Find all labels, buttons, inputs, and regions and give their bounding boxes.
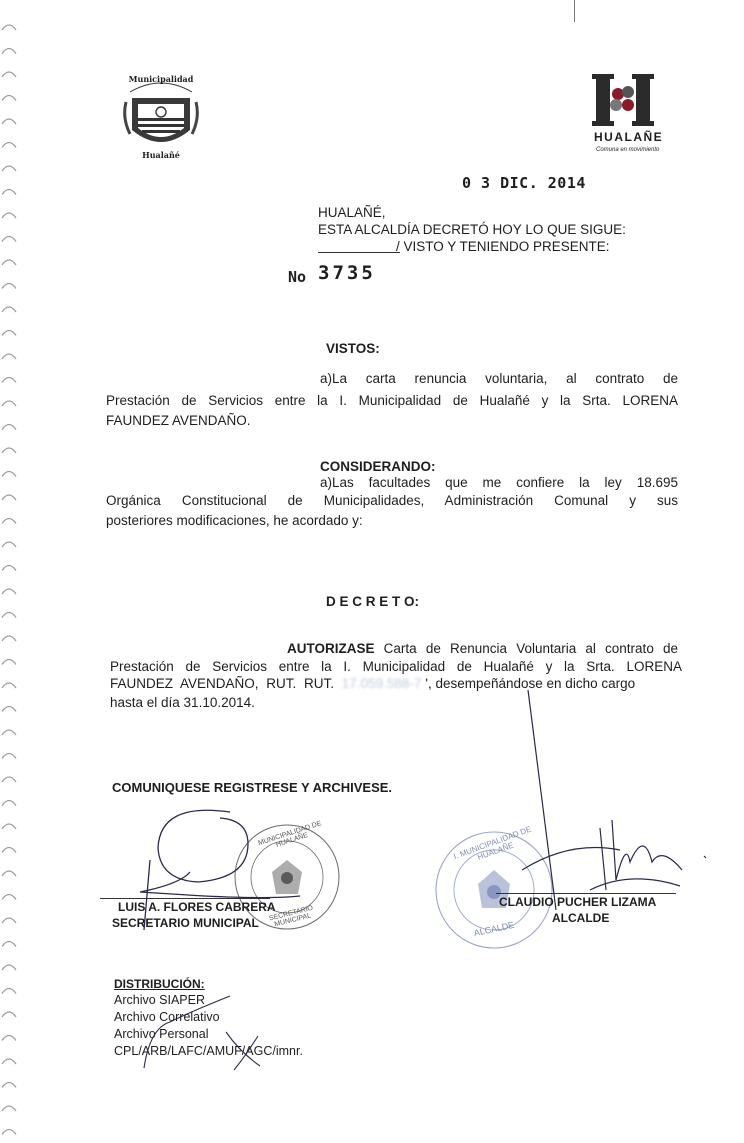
binder-ring [2,354,16,359]
vistos-line1: a)La carta renuncia voluntaria, al contrato de [320,371,678,386]
distribucion-item: CPL/ARB/LAFC/AMUF/AGC/imnr. [114,1044,303,1058]
hualane-logo [590,72,670,160]
binder-ring [2,260,16,265]
decreto-line2: Prestación de Servicios entre la I. Municipalidad de Hualañé y la Srta. LORENA [110,659,682,674]
binder-ring [2,895,16,900]
binder-ring [2,1059,16,1064]
vistos-title: VISTOS: [326,341,380,356]
binder-ring [2,824,16,829]
binder-ring [2,1106,16,1111]
decreto-line3-end: ', desempeñándose en dicho cargo [425,676,636,691]
binder-holes [0,0,22,1143]
decreto-line1-rest: Carta de Renuncia Voluntaria al contrato de [383,641,678,656]
binder-ring [2,707,16,712]
binder-ring [2,237,16,242]
comuniquese-line: COMUNIQUESE REGISTRESE Y ARCHIVESE. [112,780,393,795]
binder-ring [2,730,16,735]
considerando-title: CONSIDERANDO: [320,459,436,474]
header-line2: ESTA ALCALDÍA DECRETÓ HOY LO QUE SIGUE: [318,222,626,237]
binder-ring [2,72,16,77]
logo-slogan: Comuna en movimiento [596,147,660,153]
decreto-line1 [287,640,678,658]
binder-ring [2,965,16,970]
binder-ring [2,918,16,923]
decreto-line3-start: FAUNDEZ AVENDAÑO, RUT. RUT. [110,676,335,691]
binder-ring [2,448,16,453]
logo-bottom-text: Hualañé [142,150,180,160]
binder-ring [2,1083,16,1088]
decreto-line4: hasta el día 31.10.2014. [110,695,255,710]
binder-ring [2,378,16,383]
binder-ring [2,472,16,477]
binder-ring [2,1012,16,1017]
considerando-line3: posteriores modificaciones, he acordado y: [106,513,363,528]
distribucion-title: DISTRIBUCIÓN: [114,977,205,991]
municipal-logo [118,68,204,164]
redacted-rut: 17.059.588-7 [341,676,422,691]
binder-ring [2,49,16,54]
binder-ring [2,801,16,806]
header-line3: / VISTO Y TENIENDO PRESENTE: [396,239,610,254]
header-place: HUALAÑÉ, [318,205,386,220]
binder-ring [2,942,16,947]
binder-ring [2,777,16,782]
binder-ring [2,613,16,618]
binder-ring [2,425,16,430]
binder-ring [2,284,16,289]
stamp-left-top: MUNICIPALIDAD DE HUALAÑE [257,820,323,849]
binder-ring [2,401,16,406]
vistos-line2: Prestación de Servicios entre la I. Municipalidad de Hualañé y la Srta. LORENA [106,393,678,408]
h-logo-icon [590,72,670,128]
distribucion-item: Archivo SIAPER [114,993,206,1007]
binder-ring [2,25,16,30]
binder-ring [2,683,16,688]
binder-ring [2,754,16,759]
stamp-left-bottom: SECRETARIO MUNICIPAL [268,904,314,929]
binder-ring [2,989,16,994]
binder-ring [2,1036,16,1041]
binder-ring [2,166,16,171]
logo-top-text: Municipalidad [128,74,194,84]
binder-ring [2,1130,16,1135]
vistos-line3: FAUNDEZ AVENDAÑO. [106,413,251,428]
secretary-signature [80,800,280,940]
binder-ring [2,566,16,571]
initials-scribble [130,992,300,1072]
stamp-right-top: I. MUNICIPALIDAD DE HUALAÑE [452,824,533,862]
logo-name: HUALAÑE [594,130,664,144]
mayor-name: CLAUDIO PUCHER LIZAMA [499,895,657,909]
binder-ring [2,119,16,124]
distribucion-item: Archivo Correlativo [114,1010,220,1024]
autorizase-word: AUTORIZASE [287,641,375,656]
decreto-title: D E C R E T O: [326,594,420,609]
mayor-title: ALCALDE [552,911,610,925]
binder-ring [2,96,16,101]
mayor-signature [430,690,720,940]
stamp-right-bottom: ALCALDE [472,919,516,939]
binder-ring [2,331,16,336]
decree-number: 3735 [318,262,376,284]
scan-mark [574,0,575,22]
considerando-line1: a)Las facultades que me confiere la ley 18.695 [320,475,678,490]
binder-ring [2,542,16,547]
binder-ring [2,871,16,876]
binder-ring [2,213,16,218]
header-blank-line [318,252,400,253]
binder-ring [2,190,16,195]
secretary-name: LUIS A. FLORES CABRERA [118,900,276,914]
decree-prefix: No [288,268,307,286]
date-stamp: 0 3 DIC. 2014 [462,174,586,192]
binder-ring [2,589,16,594]
binder-ring [2,495,16,500]
distribucion-item: Archivo Personal [114,1027,209,1041]
binder-ring [2,519,16,524]
considerando-line2: Orgánica Constitucional de Municipalidades, Administración Comunal y sus [106,493,678,508]
binder-ring [2,307,16,312]
binder-ring [2,660,16,665]
binder-ring [2,143,16,148]
binder-ring [2,848,16,853]
binder-ring [2,636,16,641]
secretary-title: SECRETARIO MUNICIPAL [112,916,259,930]
